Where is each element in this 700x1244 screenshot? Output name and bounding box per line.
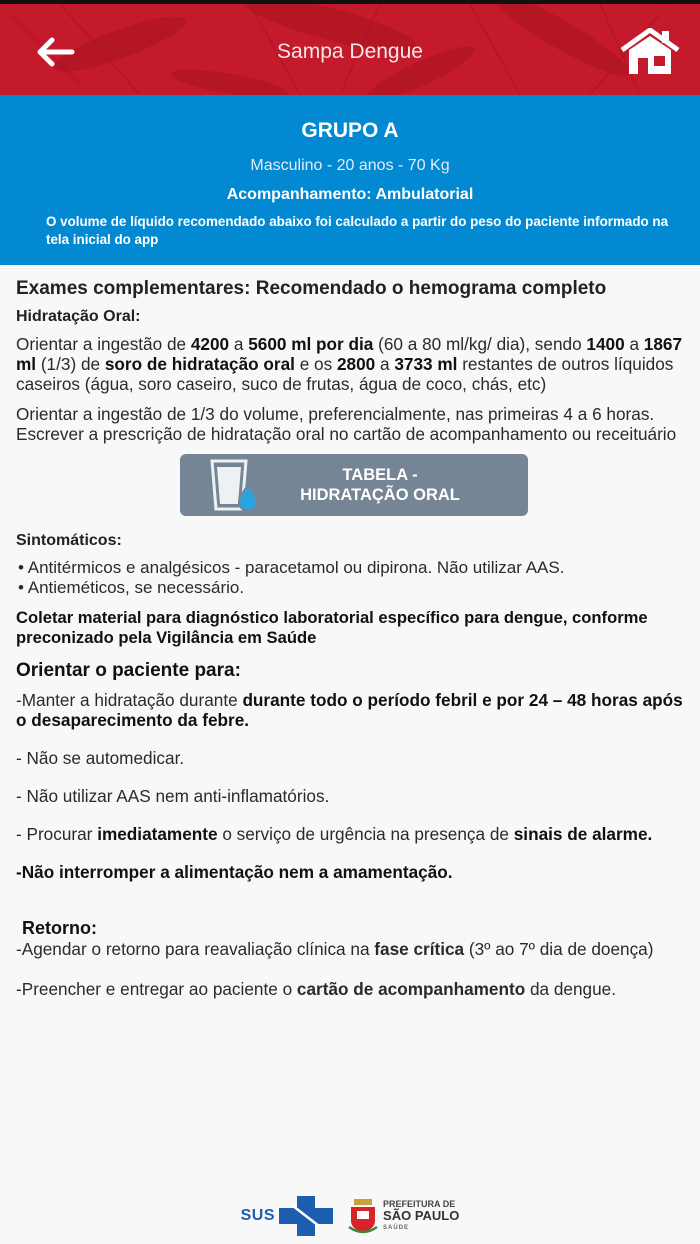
patient-info: Masculino - 20 anos - 70 Kg xyxy=(250,157,450,174)
orient-item: - Não utilizar AAS nem anti-inflamatórios. xyxy=(16,786,330,806)
symptomatic-heading: Sintomáticos: xyxy=(16,532,122,549)
follow-up-type: Acompanhamento: Ambulatorial xyxy=(226,186,474,203)
orient-item: - Não se automedicar. xyxy=(16,748,185,768)
hydration-table-button[interactable] xyxy=(180,454,528,516)
app-bar xyxy=(0,4,700,95)
sus-logo: SUS xyxy=(241,1196,333,1236)
orient-item: -Não interromper a alimentação nem a amamentação. xyxy=(16,862,453,882)
exams-heading: Exames complementares: Recomendado o hemograma completo xyxy=(16,278,607,299)
content-area xyxy=(0,265,700,999)
group-label: GRUPO A xyxy=(301,119,399,142)
hydration-volume-paragraph: Orientar a ingestão de 4200 a 5600 ml por dia (60 a 80 ml/kg/ dia), sendo 1400 a 1867 ml (1/3) de soro de hidratação oral e os 2800 a 3733 ml restantes de outros líquidos caseiros (água, soro caseiro, suco de frutas, água de coco, chás, etc) xyxy=(16,334,683,394)
orient-heading: Orientar o paciente para: xyxy=(16,660,241,681)
list-item: • Antieméticos, se necessário. xyxy=(18,578,245,597)
sus-cross-icon xyxy=(279,1196,333,1236)
hydration-heading: Hidratação Oral: xyxy=(16,308,141,325)
sp-coat-of-arms-icon xyxy=(347,1197,379,1235)
patient-summary-banner xyxy=(0,95,700,265)
hydration-table-label: TABELA - HIDRATAÇÃO ORAL xyxy=(300,466,460,504)
return-item: -Agendar o retorno para reavaliação clínica na fase crítica (3º ao 7º dia de doença) xyxy=(16,939,654,959)
collect-material-note: Coletar material para diagnóstico laboratorial específico para dengue, conforme preconizado pela Vigilância em Saúde xyxy=(16,608,648,647)
footer-logos xyxy=(0,1196,700,1236)
orient-item: -Manter a hidratação durante durante todo o período febril e por 24 – 48 horas após o desaparecimento da febre. xyxy=(16,690,683,730)
home-button[interactable] xyxy=(620,28,680,76)
symptomatic-list xyxy=(16,558,684,598)
return-heading: Retorno: xyxy=(22,918,97,938)
volume-note: O volume de líquido recomendado abaixo foi calculado a partir do peso do paciente informado na tela inicial do app xyxy=(46,214,669,247)
hydration-timing-paragraph: Orientar a ingestão de 1/3 do volume, preferencialmente, nas primeiras 4 a 6 horas. Escrever a prescrição de hidratação oral no cartão de acompanhamento ou receituário xyxy=(16,404,677,444)
return-item: -Preencher e entregar ao paciente o cartão de acompanhamento da dengue. xyxy=(16,979,616,999)
app-title: Sampa Dengue xyxy=(277,40,423,63)
water-glass-icon xyxy=(206,457,262,513)
home-icon xyxy=(620,28,680,76)
prefeitura-sp-logo: PREFEITURA DE SÃO PAULO SAÚDE xyxy=(347,1197,459,1235)
orient-item: - Procurar imediatamente o serviço de urgência na presença de sinais de alarme. xyxy=(16,824,653,844)
list-item: • Antitérmicos e analgésicos - paracetamol ou dipirona. Não utilizar AAS. xyxy=(18,558,565,577)
